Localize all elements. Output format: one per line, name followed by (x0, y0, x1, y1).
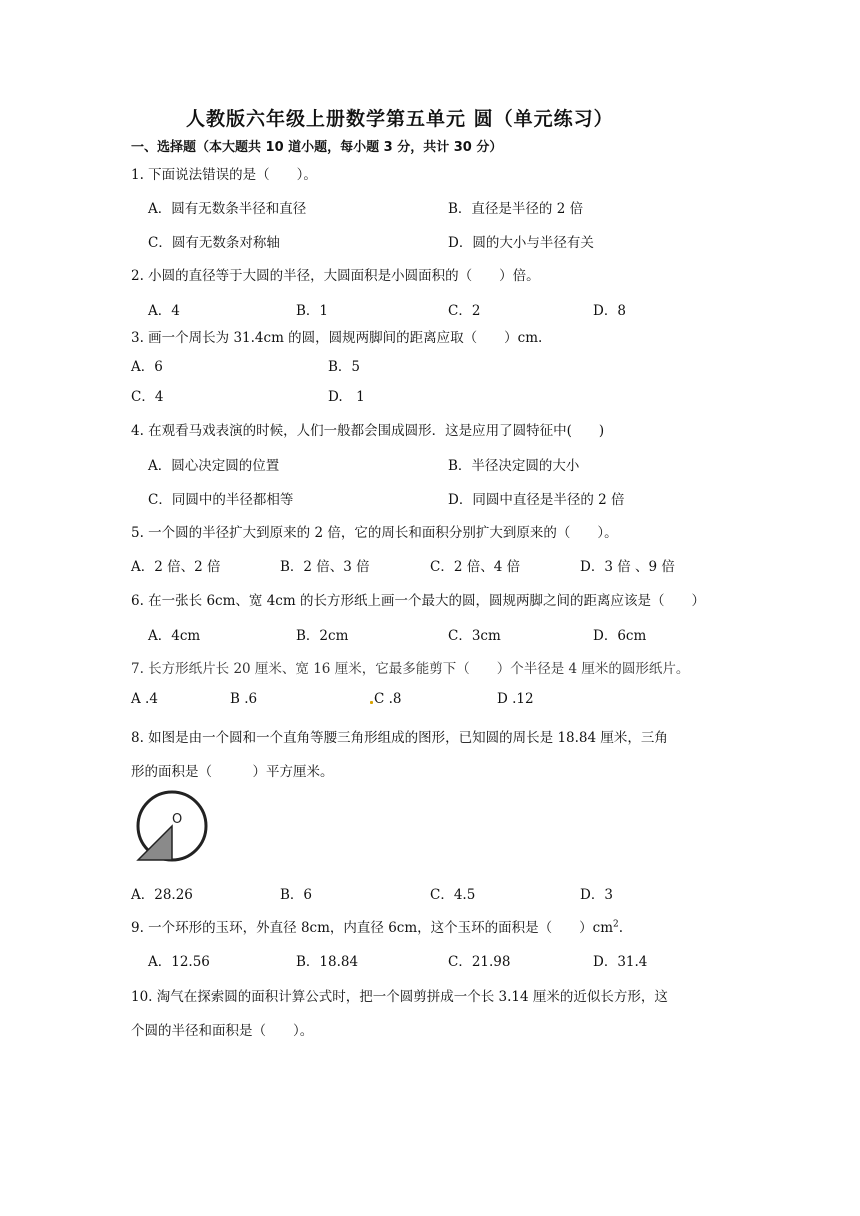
q2-option-c: C．2 (448, 303, 481, 319)
q7-option-c: C .8 (374, 691, 402, 707)
q4-option-d: D．同圆中直径是半径的 2 倍 (448, 492, 625, 508)
question-9-text: 9. 一个环形的玉环，外直径 8cm，内直径 6cm，这个玉环的面积是（ ）cm (131, 920, 614, 936)
question-9-end: . (618, 920, 624, 936)
question-7: 7. 长方形纸片长 20 厘米、宽 16 厘米，它最多能剪下（ ）个半径是 4 厘米的圆形纸片。 (131, 661, 690, 677)
q6-option-b: B．2cm (296, 628, 349, 644)
question-9 (131, 916, 623, 936)
q3-option-d: D. 1 (328, 389, 365, 405)
q4-option-a: A．圆心决定圆的位置 (148, 458, 280, 474)
q1-option-d: D．圆的大小与半径有关 (448, 235, 594, 251)
q3-option-a: A．6 (131, 359, 163, 375)
question-10-line-1: 10. 淘气在探索圆的面积计算公式时，把一个圆剪拼成一个长 3.14 厘米的近似长方形，这 (131, 989, 668, 1005)
q3-option-b: B．5 (328, 359, 361, 375)
q1-option-a: A．圆有无数条半径和直径 (148, 201, 307, 217)
q1-option-c: C．圆有无数条对称轴 (148, 235, 280, 251)
q1-option-b: B．直径是半径的 2 倍 (448, 201, 584, 217)
q8-option-c: C．4.5 (430, 887, 476, 903)
q5-option-b: B．2 倍、3 倍 (280, 559, 370, 575)
question-6: 6. 在一张长 6cm、宽 4cm 的长方形纸上画一个最大的圆，圆规两脚之间的距离应该是（ ） (131, 593, 705, 609)
page-title: 人教版六年级上册数学第五单元 圆（单元练习） (186, 108, 614, 130)
question-10-line-2: 个圆的半径和面积是（ ）。 (131, 1023, 314, 1039)
q4-option-b: B．半径决定圆的大小 (448, 458, 580, 474)
center-label: O (172, 812, 183, 827)
q2-option-a: A．4 (148, 303, 180, 319)
q9-option-c: C．21.98 (448, 954, 511, 970)
q9-option-d: D．31.4 (593, 954, 648, 970)
q6-option-d: D．6cm (593, 628, 647, 644)
q7-option-d: D .12 (497, 691, 534, 707)
q6-option-c: C．3cm (448, 628, 501, 644)
question-3: 3. 画一个周长为 31.4cm 的圆，圆规两脚间的距离应取（ ）cm. (131, 330, 543, 346)
q7-option-b: B .6 (230, 691, 258, 707)
q5-option-a: A．2 倍、2 倍 (131, 559, 221, 575)
section-heading: 一、选择题（本大题共 10 道小题，每小题 3 分，共计 30 分） (131, 140, 503, 155)
question-2: 2. 小圆的直径等于大圆的半径，大圆面积是小圆面积的（ ）倍。 (131, 268, 540, 284)
q2-option-b: B．1 (296, 303, 329, 319)
q5-option-d: D．3 倍 、9 倍 (580, 559, 675, 575)
q7-option-a: A .4 (131, 691, 158, 707)
q9-option-b: B．18.84 (296, 954, 359, 970)
question-4: 4. 在观看马戏表演的时候，人们一般都会围成圆形．这是应用了圆特征中( ) (131, 423, 605, 439)
circle-triangle-figure (134, 790, 212, 864)
question-8-line-2: 形的面积是（ ）平方厘米。 (131, 764, 334, 780)
q2-option-d: D．8 (593, 303, 626, 319)
q8-option-a: A．28.26 (131, 887, 193, 903)
q5-option-c: C．2 倍、4 倍 (430, 559, 521, 575)
highlight-dot (370, 701, 373, 704)
question-1: 1. 下面说法错误的是（ ）。 (131, 167, 317, 183)
q8-option-d: D．3 (580, 887, 613, 903)
question-5: 5. 一个圆的半径扩大到原来的 2 倍，它的周长和面积分别扩大到原来的（ ）。 (131, 525, 618, 541)
q3-option-c: C．4 (131, 389, 164, 405)
q9-option-a: A．12.56 (148, 954, 210, 970)
q8-option-b: B．6 (280, 887, 313, 903)
q6-option-a: A．4cm (148, 628, 201, 644)
question-8-line-1: 8. 如图是由一个圆和一个直角等腰三角形组成的图形，已知圆的周长是 18.84 厘米，三角 (131, 730, 668, 746)
question-9-superscript: 2 (613, 919, 619, 930)
q4-option-c: C．同圆中的半径都相等 (148, 492, 294, 508)
